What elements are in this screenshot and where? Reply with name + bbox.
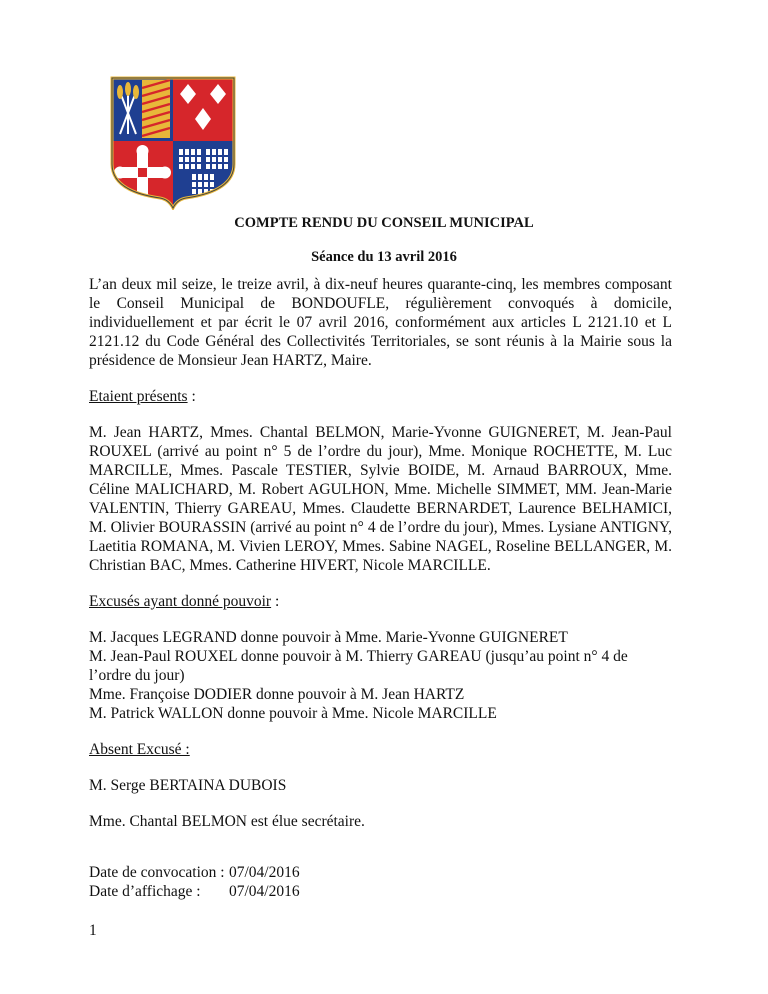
- document-title: COMPTE RENDU DU CONSEIL MUNICIPAL: [234, 215, 534, 231]
- absent-heading: [89, 740, 672, 759]
- page-number: 1: [89, 922, 97, 939]
- proxies-separator: :: [271, 593, 280, 610]
- proxies-list: [89, 628, 672, 723]
- convocation-value: 07/04/2016: [229, 864, 300, 881]
- present-label: Etaient présents: [89, 388, 188, 405]
- proxies-label: Excusés ayant donné pouvoir: [89, 593, 272, 610]
- intro-paragraph: L’an deux mil seize, le treize avril, à dix-neuf heures quarante-cinq, les membres composant le Conseil Municipal de BONDOUFLE, régulièrement convoqués à domicile, individuellement et par écrit le 07 avril 2016, conformément aux articles L 2121.10 et L 2121.12 du Code Général des Collectivités Territoriales, se sont réunis à la Mairie sous la présidence de Monsieur Jean HARTZ, Maire.: [89, 276, 672, 369]
- proxies-heading: [89, 592, 672, 611]
- present-separator: :: [187, 388, 196, 405]
- minutes-body: [89, 275, 672, 901]
- convocation-date-row: [89, 863, 672, 882]
- convocation-label: Date de convocation :: [89, 864, 225, 881]
- municipal-coat-of-arms-icon: [106, 72, 240, 210]
- present-heading: [89, 387, 672, 406]
- proxy-line: M. Patrick WALLON donne pouvoir à Mme. Nicole MARCILLE: [89, 705, 497, 722]
- absent-name: M. Serge BERTAINA DUBOIS: [89, 777, 287, 794]
- dates-block: [89, 863, 672, 901]
- affichage-value: 07/04/2016: [229, 883, 300, 900]
- proxy-line: M. Jean-Paul ROUXEL donne pouvoir à M. Thierry GAREAU (jusqu’au point n° 4 de l’ordre du jour): [89, 648, 628, 684]
- session-date: Séance du 13 avril 2016: [311, 249, 457, 265]
- proxy-line: M. Jacques LEGRAND donne pouvoir à Mme. Marie-Yvonne GUIGNERET: [89, 629, 568, 646]
- present-list: M. Jean HARTZ, Mmes. Chantal BELMON, Marie-Yvonne GUIGNERET, M. Jean-Paul ROUXEL (arrivé au point n° 5 de l’ordre du jour), Mme. Monique ROCHETTE, M. Luc MARCILLE, Mmes. Pascale TESTIER, Sylvie BOIDE, M. Arnaud BARROUX, Mme. Céline MALICHARD, M. Robert AGULHON, Mme. Michelle SIMMET, MM. Jean-Marie VALENTIN, Thierry GAREAU, Mmes. Claudette BERNARDET, Laurence BELHAMICI, M. Olivier BOURASSIN (arrivé au point n° 4 de l’ordre du jour), Mmes. Lysiane ANTIGNY, Laetitia ROMANA, M. Vivien LEROY, Mmes. Sabine NAGEL, Roseline BELLANGER, M. Christian BAC, Mmes. Catherine HIVERT, Nicole MARCILLE.: [89, 424, 672, 574]
- affichage-label: Date d’affichage :: [89, 883, 201, 900]
- proxy-line: Mme. Françoise DODIER donne pouvoir à M. Jean HARTZ: [89, 686, 465, 703]
- absent-label: Absent Excusé :: [89, 741, 190, 758]
- affichage-date-row: [89, 882, 672, 901]
- secretary-line: Mme. Chantal BELMON est élue secrétaire.: [89, 813, 365, 830]
